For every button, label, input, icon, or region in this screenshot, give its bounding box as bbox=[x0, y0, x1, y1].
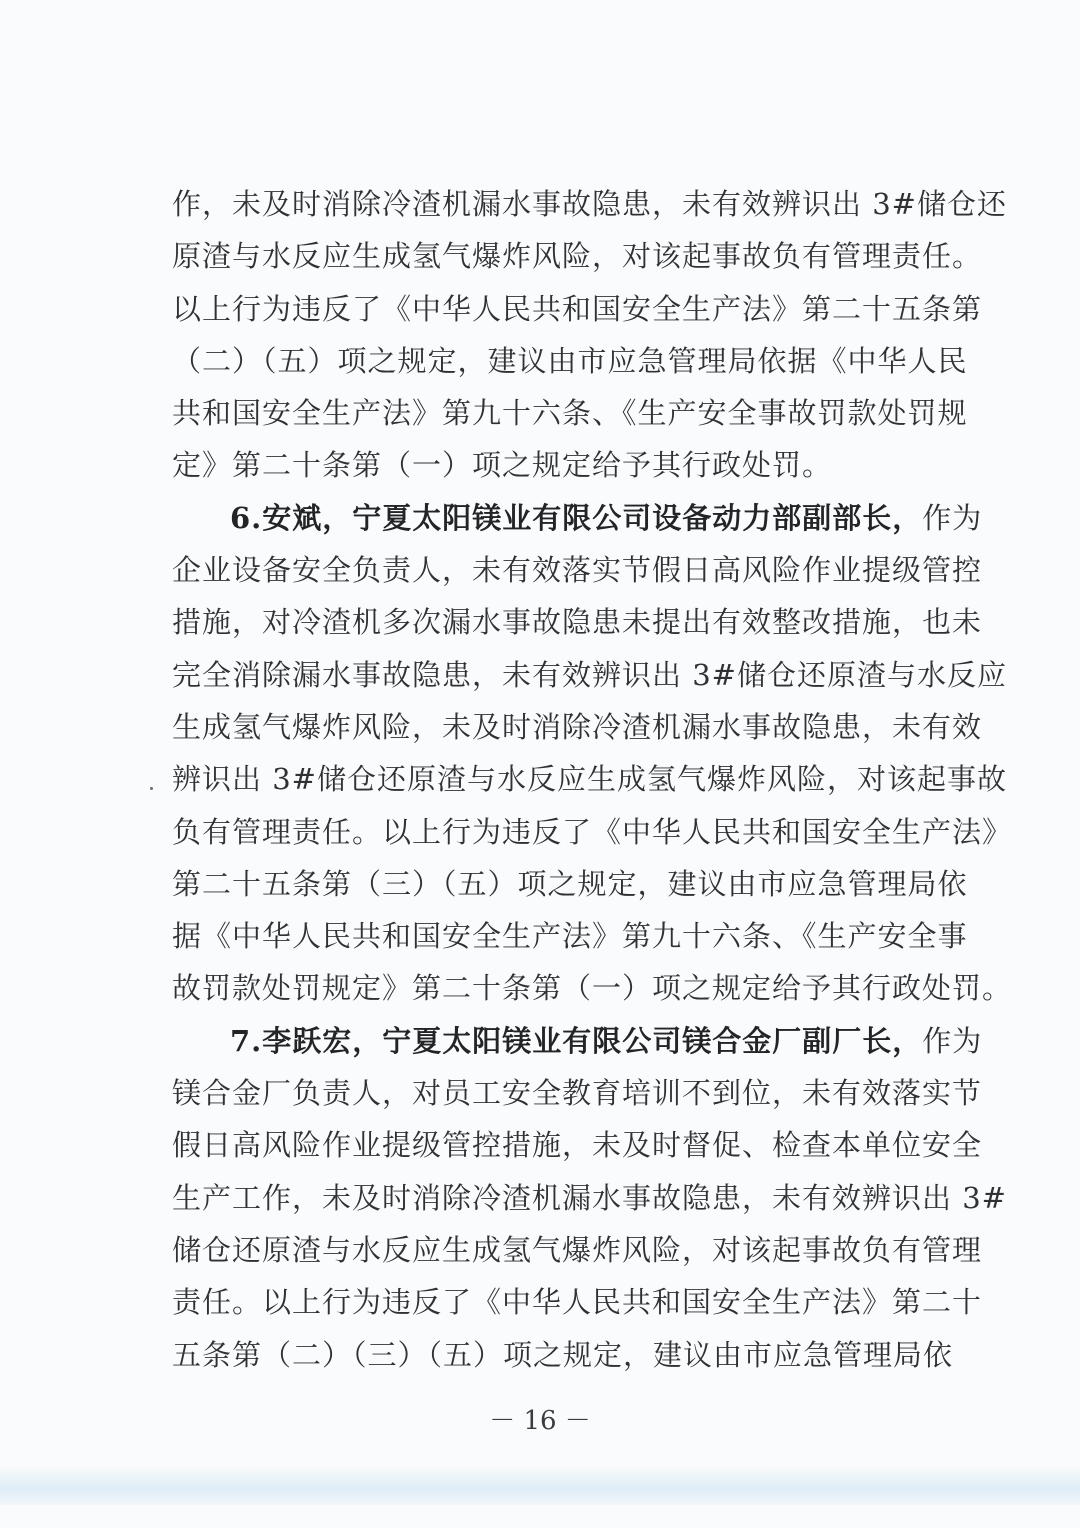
line-text: 定》第二十条第（一）项之规定给予其行政处罚。 bbox=[172, 448, 833, 483]
line-text: （二）（五）项之规定，建议由市应急管理局依据《中华人民 bbox=[172, 343, 968, 378]
text-line bbox=[172, 387, 968, 439]
text-line bbox=[172, 753, 1007, 805]
text-line bbox=[172, 1067, 983, 1119]
line-text: 负有管理责任。以上行为违反了《中华人民共和国安全生产法》 bbox=[172, 814, 1013, 849]
line-text: 措施，对冷渣机多次漏水事故隐患未提出有效整改措施，也未 bbox=[172, 605, 983, 640]
text-line bbox=[172, 1119, 983, 1171]
line-text: 镁合金厂负责人，对员工安全教育培训不到位，未有效落实节 bbox=[172, 1076, 983, 1111]
line-text: 故罚款处罚规定》第二十条第（一）项之规定给予其行政处罚。 bbox=[172, 971, 1013, 1006]
line-text: 第二十五条第（三）（五）项之规定，建议由市应急管理局依 bbox=[172, 866, 968, 901]
body-text bbox=[172, 178, 1013, 1381]
line-text: 五条第（二）（三）（五）项之规定，建议由市应急管理局依 bbox=[172, 1337, 954, 1372]
text-line bbox=[172, 335, 968, 387]
line-text: 责任。以上行为违反了《中华人民共和国安全生产法》第二十 bbox=[172, 1285, 983, 1320]
text-line bbox=[172, 1329, 954, 1381]
scan-speck bbox=[150, 787, 153, 790]
bold-heading: 6.安斌，宁夏太阳镁业有限公司设备动力部副部长， bbox=[230, 500, 923, 535]
scan-edge-strip bbox=[0, 1465, 1080, 1505]
text-line bbox=[172, 701, 983, 753]
text-line bbox=[172, 1172, 1007, 1224]
line-text: 辨识出 3#储仓还原渣与水反应生成氢气爆炸风险，对该起事故 bbox=[172, 762, 1007, 797]
text-line bbox=[172, 178, 1007, 230]
text-line bbox=[172, 1015, 983, 1067]
line-text: 生产工作，未及时消除冷渣机漏水事故隐患，未有效辨识出 3# bbox=[172, 1180, 1007, 1215]
text-line bbox=[172, 439, 922, 491]
line-text: 企业设备安全负责人，未有效落实节假日高风险作业提级管控 bbox=[172, 553, 983, 588]
text-line bbox=[172, 1276, 983, 1328]
text-line bbox=[172, 649, 1007, 701]
line-text: 以上行为违反了《中华人民共和国安全生产法》第二十五条第 bbox=[172, 291, 983, 326]
text-line bbox=[172, 806, 1013, 858]
line-text: 作，未及时消除冷渣机漏水事故隐患，未有效辨识出 3#储仓还 bbox=[172, 187, 1007, 221]
line-text: 原渣与水反应生成氢气爆炸风险，对该起事故负有管理责任。 bbox=[172, 239, 983, 274]
bold-heading: 7.李跃宏，宁夏太阳镁业有限公司镁合金厂副厂长， bbox=[230, 1023, 923, 1058]
text-line bbox=[172, 910, 968, 962]
line-text: 假日高风险作业提级管控措施，未及时督促、检查本单位安全 bbox=[172, 1128, 983, 1163]
line-text: 据《中华人民共和国安全生产法》第九十六条、《生产安全事 bbox=[172, 919, 968, 954]
text-line bbox=[172, 858, 968, 910]
line-text: 生成氢气爆炸风险，未及时消除冷渣机漏水事故隐患，未有效 bbox=[172, 709, 983, 744]
text-line bbox=[172, 283, 983, 335]
line-text: 完全消除漏水事故隐患，未有效辨识出 3#储仓还原渣与水反应 bbox=[172, 657, 1007, 692]
text-line bbox=[172, 962, 1013, 1014]
text-line bbox=[172, 492, 983, 544]
line-text: 共和国安全生产法》第九十六条、《生产安全事故罚款处罚规 bbox=[172, 396, 968, 431]
text-line bbox=[172, 596, 983, 648]
page-number: － 16 － bbox=[489, 1406, 591, 1436]
text-line bbox=[172, 544, 983, 596]
line-text: 作为 bbox=[922, 1023, 983, 1058]
line-text: 作为 bbox=[922, 500, 983, 535]
text-line bbox=[172, 1224, 983, 1276]
text-line bbox=[172, 230, 983, 282]
line-text: 储仓还原渣与水反应生成氢气爆炸风险，对该起事故负有管理 bbox=[172, 1232, 983, 1267]
